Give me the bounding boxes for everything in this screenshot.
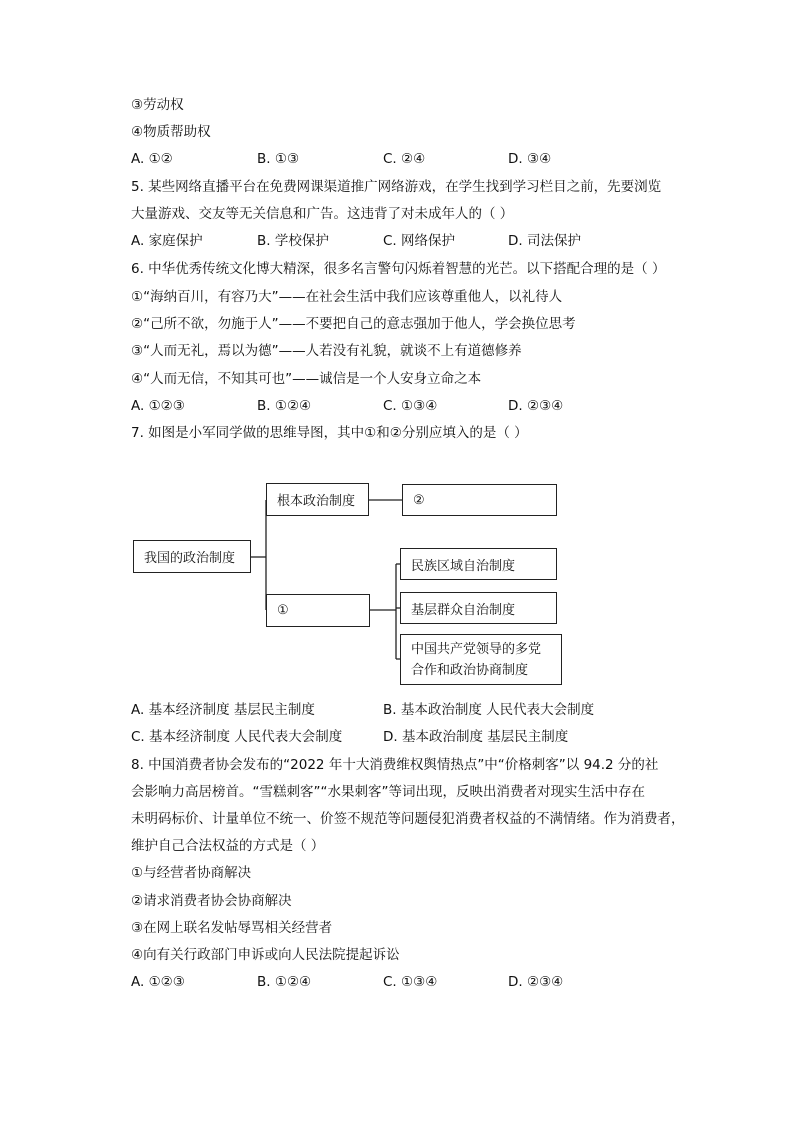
q4-item-3: ③劳动权 bbox=[131, 97, 184, 113]
q6-item-2: ②“己所不欲，勿施于人”——不要把自己的意志强加于他人，学会换位思考 bbox=[131, 316, 576, 332]
q5-option-d: D. 司法保护 bbox=[508, 233, 581, 249]
q5-stem-line-2: 大量游戏、交友等无关信息和广告。这违背了对未成年人的（ ） bbox=[131, 206, 514, 222]
mindmap-leaf-multiparty-cooperation bbox=[400, 634, 562, 685]
q6-option-d: D. ②③④ bbox=[508, 398, 564, 414]
q8-item-3: ③在网上联名发帖辱骂相关经营者 bbox=[131, 920, 333, 936]
q8-item-1: ①与经营者协商解决 bbox=[131, 865, 252, 881]
mindmap-root: 我国的政治制度 bbox=[133, 540, 251, 573]
q4-option-c: C. ②④ bbox=[383, 151, 426, 167]
q5-option-c: C. 网络保护 bbox=[383, 233, 456, 249]
q4-option-a: A. ①② bbox=[131, 151, 173, 167]
q8-stem-line-2: 会影响力高居榜首。“雪糕刺客”“水果刺客”等词出现，反映出消费者对现实生活中存在 bbox=[131, 784, 645, 800]
q7-option-d: D. 基本政治制度 基层民主制度 bbox=[383, 729, 569, 745]
q6-stem: 6. 中华优秀传统文化博大精深，很多名言警句闪烁着智慧的光芒。以下搭配合理的是（ ） bbox=[131, 261, 666, 277]
q8-option-d: D. ②③④ bbox=[508, 974, 564, 990]
mindmap-blank-1: ① bbox=[266, 594, 370, 627]
q6-option-b: B. ①②④ bbox=[257, 398, 312, 414]
q4-item-4: ④物质帮助权 bbox=[131, 124, 211, 140]
mindmap-branch-top: 根本政治制度 bbox=[266, 483, 369, 516]
q8-stem-line-4: 维护自己合法权益的方式是（ ） bbox=[131, 838, 325, 854]
mindmap-leaf-ethnic-autonomy: 民族区域自治制度 bbox=[400, 548, 557, 580]
mindmap-leaf-grassroots-autonomy: 基层群众自治制度 bbox=[400, 592, 557, 624]
q8-stem-line-3: 未明码标价、计量单位不统一、价签不规范等问题侵犯消费者权益的不满情绪。作为消费者， bbox=[131, 811, 685, 827]
q8-stem-line-1: 8. 中国消费者协会发布的“2022 年十大消费维权舆情热点”中“价格刺客”以 94.2 分的社 bbox=[131, 757, 659, 773]
q8-option-b: B. ①②④ bbox=[257, 974, 312, 990]
q5-stem-line-1: 5. 某些网络直播平台在免费网课渠道推广网络游戏，在学生找到学习栏目之前，先要浏览 bbox=[131, 179, 662, 195]
q6-option-c: C. ①③④ bbox=[383, 398, 438, 414]
q7-option-c: C. 基本经济制度 人民代表大会制度 bbox=[131, 729, 343, 745]
q8-option-a: A. ①②③ bbox=[131, 974, 185, 990]
q8-item-4: ④向有关行政部门申诉或向人民法院提起诉讼 bbox=[131, 947, 400, 963]
q6-item-4: ④“人而无信，不知其可也”——诚信是一个人安身立命之本 bbox=[131, 371, 482, 387]
q7-stem: 7. 如图是小军同学做的思维导图，其中①和②分别应填入的是（ ） bbox=[131, 425, 528, 441]
q4-option-b: B. ①③ bbox=[257, 151, 300, 167]
q4-option-d: D. ③④ bbox=[508, 151, 552, 167]
mindmap-leaf-multiparty-line-1: 中国共产党领导的多党 bbox=[411, 641, 542, 657]
q6-item-1: ①“海纳百川，有容乃大”——在社会生活中我们应该尊重他人，以礼待人 bbox=[131, 289, 563, 305]
q6-option-a: A. ①②③ bbox=[131, 398, 185, 414]
q5-option-b: B. 学校保护 bbox=[257, 233, 329, 249]
mindmap-blank-2: ② bbox=[402, 484, 557, 516]
q5-option-a: A. 家庭保护 bbox=[131, 233, 203, 249]
q8-option-c: C. ①③④ bbox=[383, 974, 438, 990]
q7-option-a: A. 基本经济制度 基层民主制度 bbox=[131, 702, 315, 718]
q7-option-b: B. 基本政治制度 人民代表大会制度 bbox=[383, 702, 595, 718]
q8-item-2: ②请求消费者协会协商解决 bbox=[131, 893, 292, 909]
mindmap-leaf-multiparty-line-2: 合作和政治协商制度 bbox=[411, 662, 529, 678]
q6-item-3: ③“人而无礼，焉以为德”——人若没有礼貌，就谈不上有道德修养 bbox=[131, 343, 522, 359]
